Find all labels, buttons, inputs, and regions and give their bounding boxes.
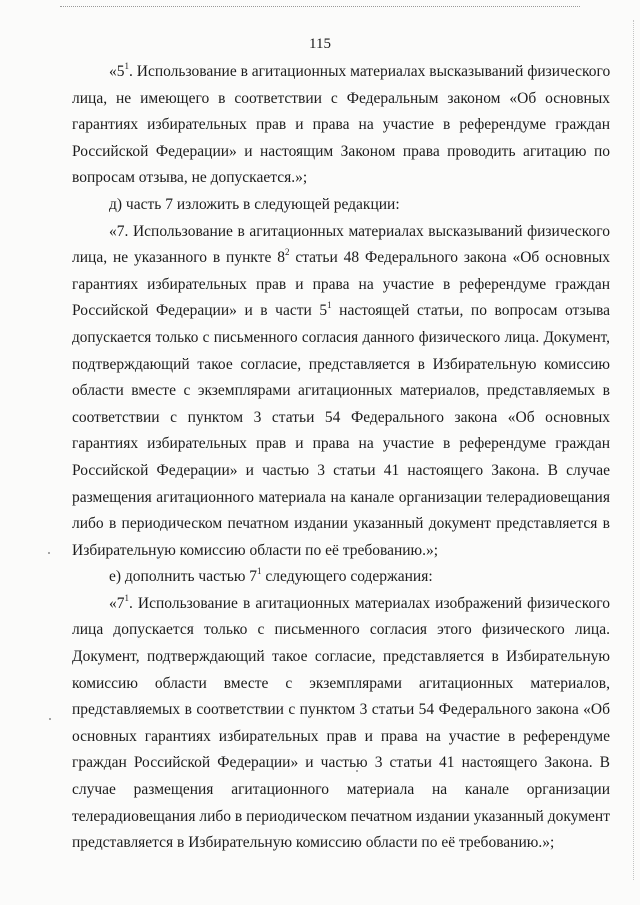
text-line: представляется в Избирательную комиссию области по её требованию.»; [72,834,555,852]
text-line: Российской Федерации» и частью 3 статьи 41 настоящего Закона. В случае [72,461,610,479]
document-body [72,59,610,857]
text-line: лица допускается только с письменного согласия этого физического лица. [72,621,610,639]
scan-speck [49,718,51,720]
text-line: соответствии с пунктом 3 статьи 54 Федерального закона «Об основных [72,408,610,426]
text-line: основных гарантиях избирательных прав и права на участие в референдуме [72,727,610,745]
text-line: представляемых в соответствии с пунктом 3 статьи 54 Федерального закона «Об [72,701,610,719]
text-line: д) часть 7 изложить в следующей редакции: [109,195,400,213]
text-line: области вместе с экземплярами агитационных материалов, представляемых в [72,382,610,400]
text-line: лица, не имеющего в соответствии с Федеральным законом «Об основных [72,89,610,107]
text-line: «$7^1$. Использование в агитационных материалах изображений физического [109,592,610,612]
text-line: лица, не указанного в пункте $8^2$ статьи 48 Федерального закона «Об основных [72,247,610,267]
text-line: вопросам отзыва, не допускается.»; [72,169,308,187]
text-line: допускается только с письменного согласия данного физического лица. Документ, [72,328,610,346]
text-line: «7. Использование в агитационных материалах высказываний физического [109,222,610,240]
text-line: либо в периодическом печатном издании указанный документ представляется в [72,515,610,533]
text-line: случае размещения агитационного материала на канале организации [72,781,610,799]
text-line: Российской Федерации» и настоящим Законом права проводить агитацию по [72,142,610,160]
text-line: Избирательную комиссию области по её требованию.»; [72,541,439,559]
text-line: размещения агитационного материала на канале организации телерадиовещания [72,488,610,506]
text-line: гарантиях избирательных прав и права на участие в референдуме граждан [72,116,610,134]
text-line: «$5^1$. Использование в агитационных материалах высказываний физического [109,60,611,80]
text-line: комиссию области вместе с экземплярами агитационных материалов, [72,674,610,692]
text-line: Документ, подтверждающий такое согласие, представляется в Избирательную [72,648,610,666]
text-line: граждан Российской Федерации» и частью 3 статьи 41 настоящего Закона. В [72,754,610,772]
text-line: телерадиовещания либо в периодическом печатном издании указанный документ [72,807,610,825]
text-line: подтверждающий такое согласие, представляется в Избирательную комиссию [72,355,610,373]
scan-artifact-top [60,6,580,7]
text-line: гарантиях избирательных прав и права на участие в референдуме граждан [72,275,610,293]
text-line: гарантиях избирательных прав и права на участие в референдуме граждан [72,435,610,453]
scan-artifact-edge [633,20,634,880]
page-number: 115 [309,36,331,52]
text-line: е) дополнить частью $7^1$ следующего содержания: [109,566,433,586]
scan-speck [48,552,50,554]
text-line: Российской Федерации» и в части $5^1$ настоящей статьи, по вопросам отзыва [72,300,610,320]
